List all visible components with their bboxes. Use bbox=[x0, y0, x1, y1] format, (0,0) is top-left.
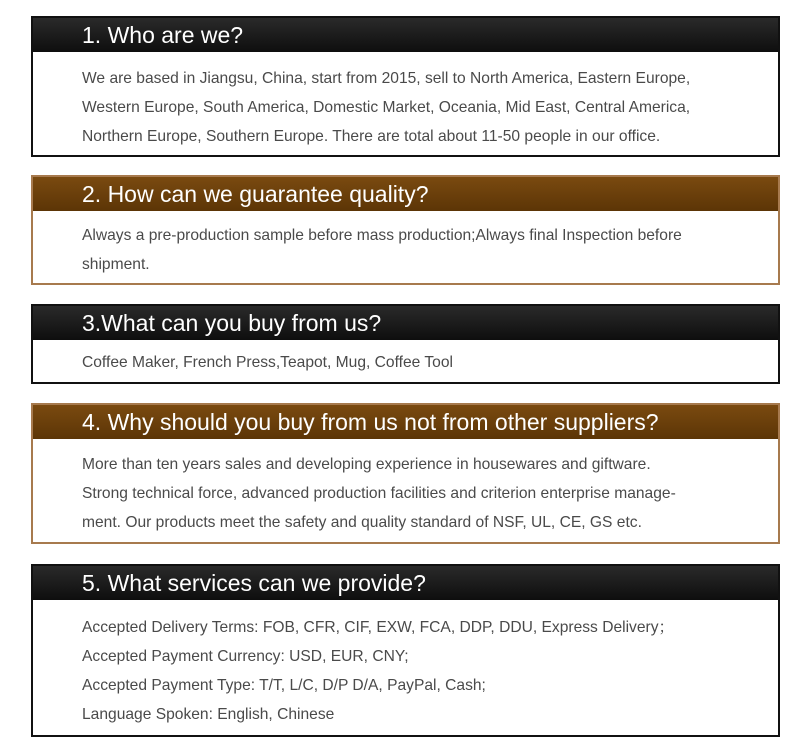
section-body bbox=[33, 52, 778, 151]
faq-section-why-us bbox=[31, 403, 780, 544]
faq-section-who-are-we bbox=[31, 16, 780, 157]
section-body bbox=[33, 600, 778, 729]
body-line: Accepted Payment Currency: USD, EUR, CNY; bbox=[82, 648, 409, 665]
section-body bbox=[33, 340, 778, 377]
faq-section-services bbox=[31, 564, 780, 737]
body-line: Language Spoken: English, Chinese bbox=[82, 706, 335, 723]
body-line: Always a pre-production sample before mass production;Always final Inspection before bbox=[82, 227, 682, 244]
faq-section-products bbox=[31, 304, 780, 384]
section-body bbox=[33, 439, 778, 537]
section-heading: 2. How can we guarantee quality? bbox=[33, 177, 778, 211]
body-line: Accepted Delivery Terms: FOB, CFR, CIF, EXW, FCA, DDP, DDU, Express Delivery； bbox=[82, 619, 675, 636]
section-heading: 4. Why should you buy from us not from other suppliers? bbox=[33, 405, 778, 439]
body-line: Accepted Payment Type: T/T, L/C, D/P D/A, PayPal, Cash; bbox=[82, 677, 486, 694]
section-heading: 1. Who are we? bbox=[33, 18, 778, 52]
section-heading: 5. What services can we provide? bbox=[33, 566, 778, 600]
body-line: ment. Our products meet the safety and quality standard of NSF, UL, CE, GS etc. bbox=[82, 514, 642, 531]
body-line: Coffee Maker, French Press,Teapot, Mug, Coffee Tool bbox=[82, 354, 453, 371]
body-line: Strong technical force, advanced production facilities and criterion enterprise manage- bbox=[82, 485, 676, 502]
section-heading: 3.What can you buy from us? bbox=[33, 306, 778, 340]
body-line: Western Europe, South America, Domestic Market, Oceania, Mid East, Central America, bbox=[82, 99, 691, 116]
body-line: Northern Europe, Southern Europe. There are total about 11-50 people in our office. bbox=[82, 128, 661, 145]
body-line: More than ten years sales and developing experience in housewares and giftware. bbox=[82, 456, 651, 473]
body-line: shipment. bbox=[82, 256, 150, 273]
body-line: We are based in Jiangsu, China, start from 2015, sell to North America, Eastern Europe, bbox=[82, 70, 691, 87]
faq-section-quality bbox=[31, 175, 780, 285]
section-body bbox=[33, 211, 778, 279]
